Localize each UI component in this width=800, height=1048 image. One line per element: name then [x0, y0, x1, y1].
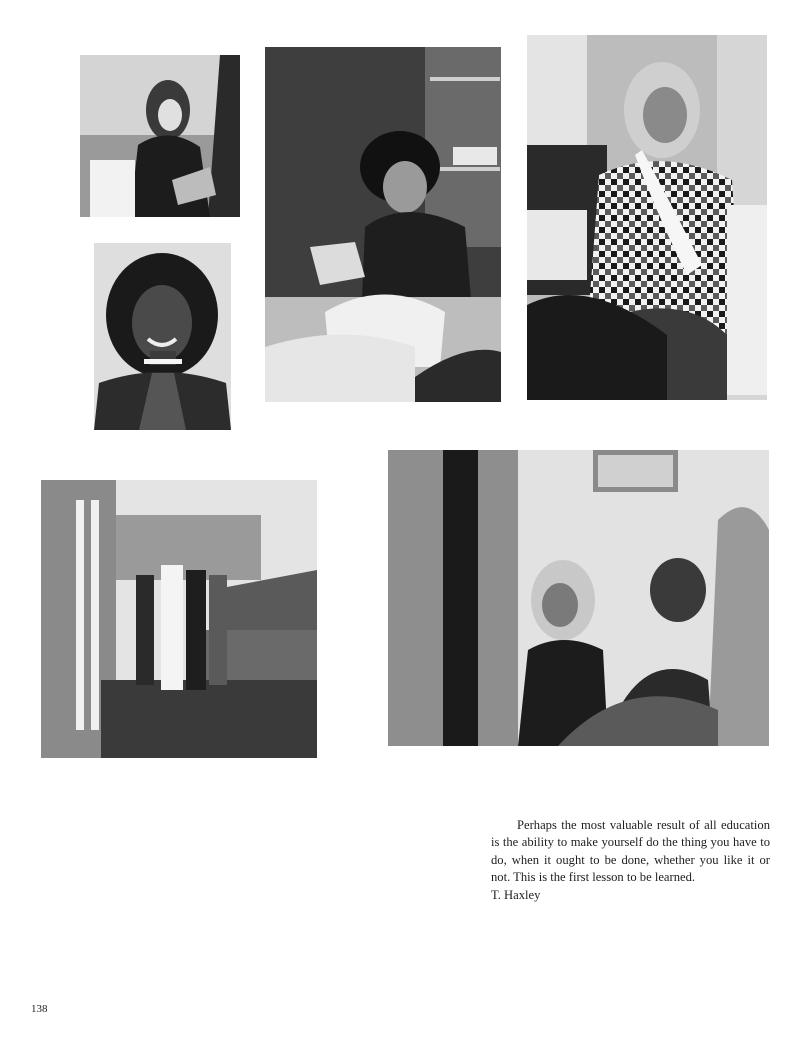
- courtyard-group-image: [41, 480, 317, 758]
- crowded-hallway-image: [388, 450, 769, 746]
- quote-text: Perhaps the most valuable result of all education is the ability to make yourself do the thing you have to do, when it ought to be done, whether you like it or not. This is the first lesson to be learned.: [491, 818, 770, 885]
- quote-author: T. Haxley: [491, 887, 541, 902]
- photo-student-with-book: [80, 55, 240, 217]
- photo-courtyard-group: [41, 480, 317, 758]
- photo-portrait-smiling: [94, 243, 231, 430]
- photo-crowded-hallway: [388, 450, 769, 746]
- quote-block: [491, 817, 770, 904]
- teacher-reading-image: [265, 47, 501, 402]
- student-plaid-shirt-image: [527, 35, 767, 400]
- portrait-smiling-image: [94, 243, 231, 430]
- photo-teacher-reading: [265, 47, 501, 402]
- photo-student-plaid-shirt: [527, 35, 767, 400]
- student-with-book-image: [80, 55, 240, 217]
- page-number: 138: [31, 1003, 48, 1015]
